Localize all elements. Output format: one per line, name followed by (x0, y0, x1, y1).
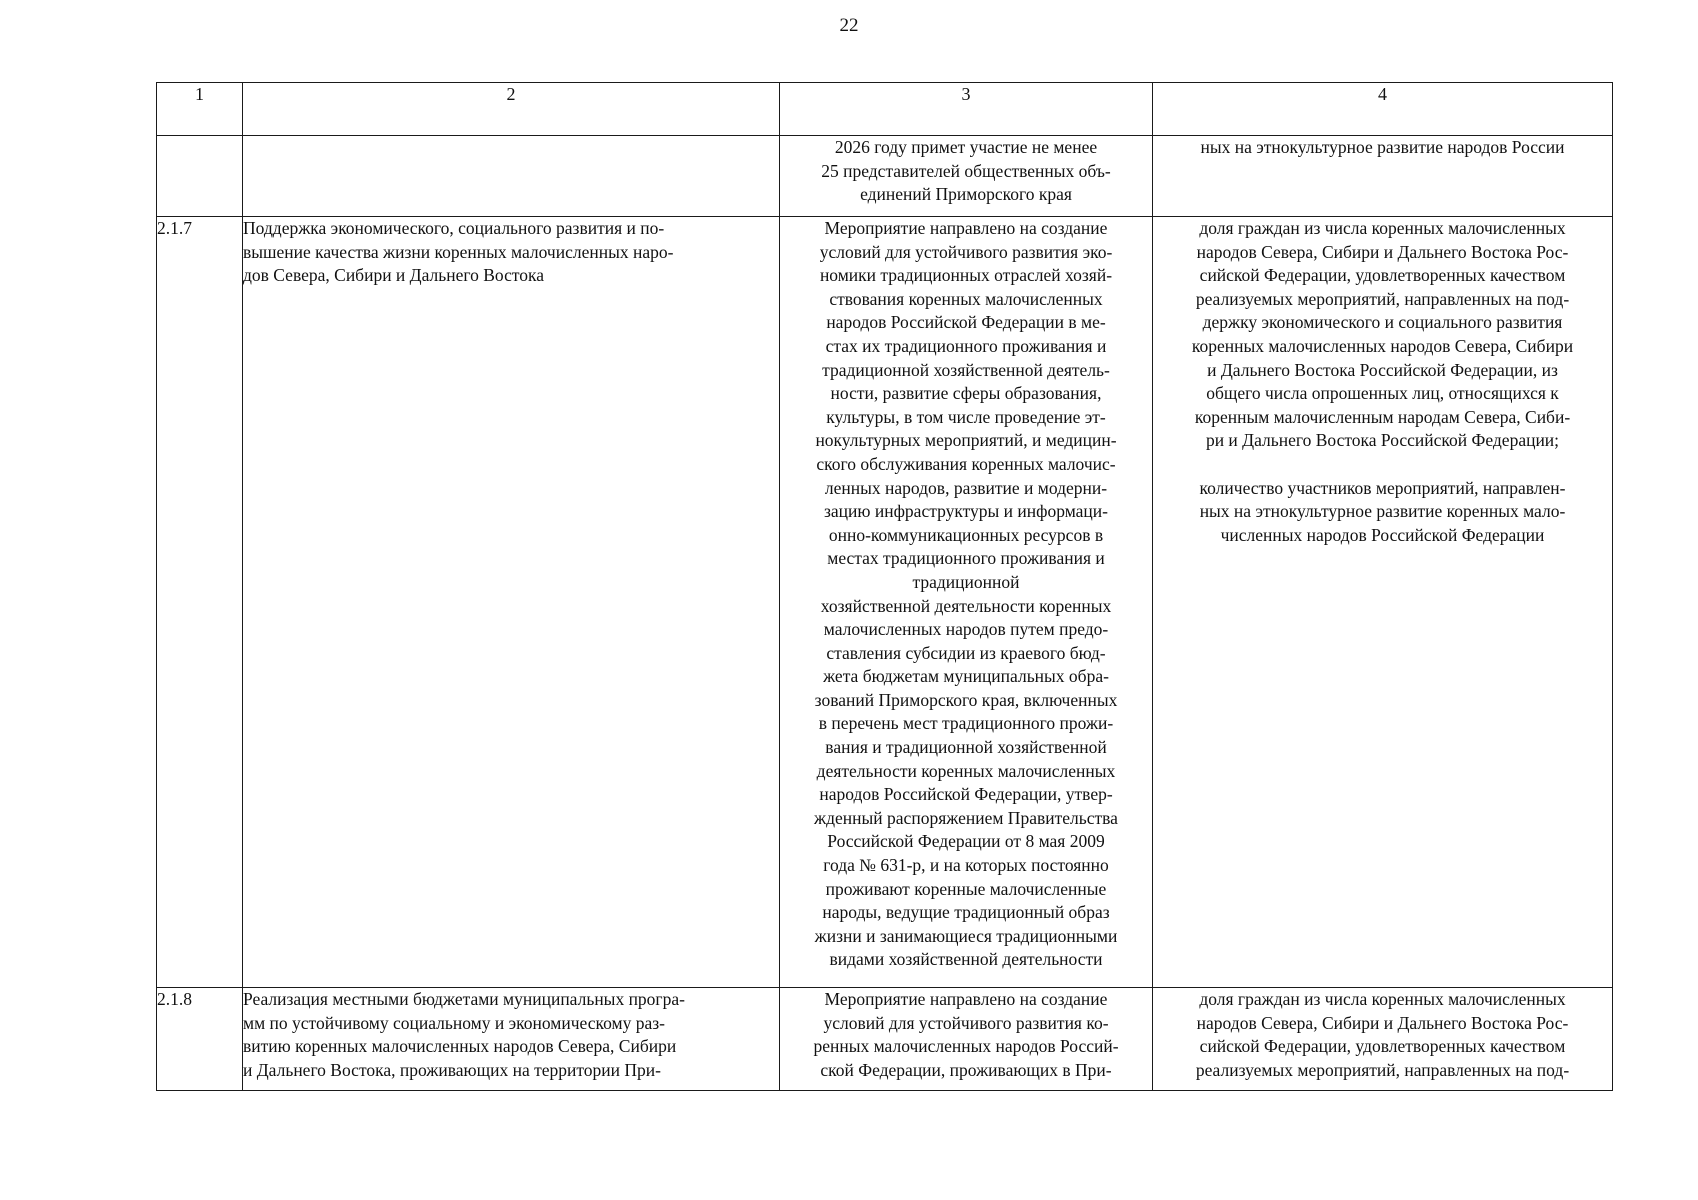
column-header-1: 1 (157, 83, 243, 136)
table-row (157, 217, 1613, 988)
row-number (157, 136, 243, 217)
measure-indicator: доля граждан из числа коренных малочисленных народов Севера, Сибири и Дальнего Востока Рос- сийской Федерации, удовлетворенных качеством реализуемых мероприятий, направленных на под- держку экономического и социального развития коренных малочисленных народов Севера, Сибири и Дальнего Востока Российской Федерации, из общего числа опрошенных лиц, относящихся к коренным малочисленным народам Севера, Сиби- ри и Дальнего Востока Российской Федерации; количество участников мероприятий, направлен- ных на этнокультурное развитие коренных мало- численных народов Российской Федерации (1153, 217, 1613, 988)
column-header-4: 4 (1153, 83, 1613, 136)
measure-description: 2026 году примет участие не менее 25 представителей общественных объ- единений Приморского края (780, 136, 1153, 217)
measure-description: Мероприятие направлено на создание условий для устойчивого развития ко- ренных малочисленных народов Россий- ской Федерации, проживающих в При- (780, 988, 1153, 1091)
column-header-3: 3 (780, 83, 1153, 136)
measure-name: Поддержка экономического, социального развития и по- вышение качества жизни коренных малочисленных наро- дов Севера, Сибири и Дальнего Востока (243, 217, 780, 988)
table-header-row (157, 83, 1613, 136)
table-row (157, 988, 1613, 1091)
measure-indicator: доля граждан из числа коренных малочисленных народов Севера, Сибири и Дальнего Востока Рос- сийской Федерации, удовлетворенных качеством реализуемых мероприятий, направленных на под- (1153, 988, 1613, 1091)
measure-indicator: ных на этнокультурное развитие народов России (1153, 136, 1613, 217)
table-row (157, 136, 1613, 217)
row-number: 2.1.8 (157, 988, 243, 1091)
measures-table (156, 82, 1613, 1091)
measure-description: Мероприятие направлено на создание условий для устойчивого развития эко- номики традиционных отраслей хозяй- ствования коренных малочисленных народов Российской Федерации в ме- стах их традиционного проживания и традиционной хозяйственной деятель- ности, развитие сферы образования, культуры, в том числе проведение эт- нокультурных мероприятий, и медицин- ского обслуживания коренных малочис- ленных народов, развитие и модерни- зацию инфраструктуры и информаци- онно-коммуникационных ресурсов в местах традиционного проживания и традиционной хозяйственной деятельности коренных малочисленных народов путем предо- ставления субсидии из краевого бюд- жета бюджетам муниципальных обра- зований Приморского края, включенных в перечень мест традиционного прожи- вания и традиционной хозяйственной деятельности коренных малочисленных народов Российской Федерации, утвер- жденный распоряжением Правительства Российской Федерации от 8 мая 2009 года № 631-р, и на которых постоянно проживают коренные малочисленные народы, ведущие традиционный образ жизни и занимающиеся традиционными видами хозяйственной деятельности (780, 217, 1153, 988)
measure-name (243, 136, 780, 217)
page-number: 22 (839, 15, 859, 36)
column-header-2: 2 (243, 83, 780, 136)
measure-name: Реализация местными бюджетами муниципальных програ- мм по устойчивому социальному и экономическому раз- витию коренных малочисленных народов Севера, Сибири и Дальнего Востока, проживающих на территории При- (243, 988, 780, 1091)
row-number: 2.1.7 (157, 217, 243, 988)
